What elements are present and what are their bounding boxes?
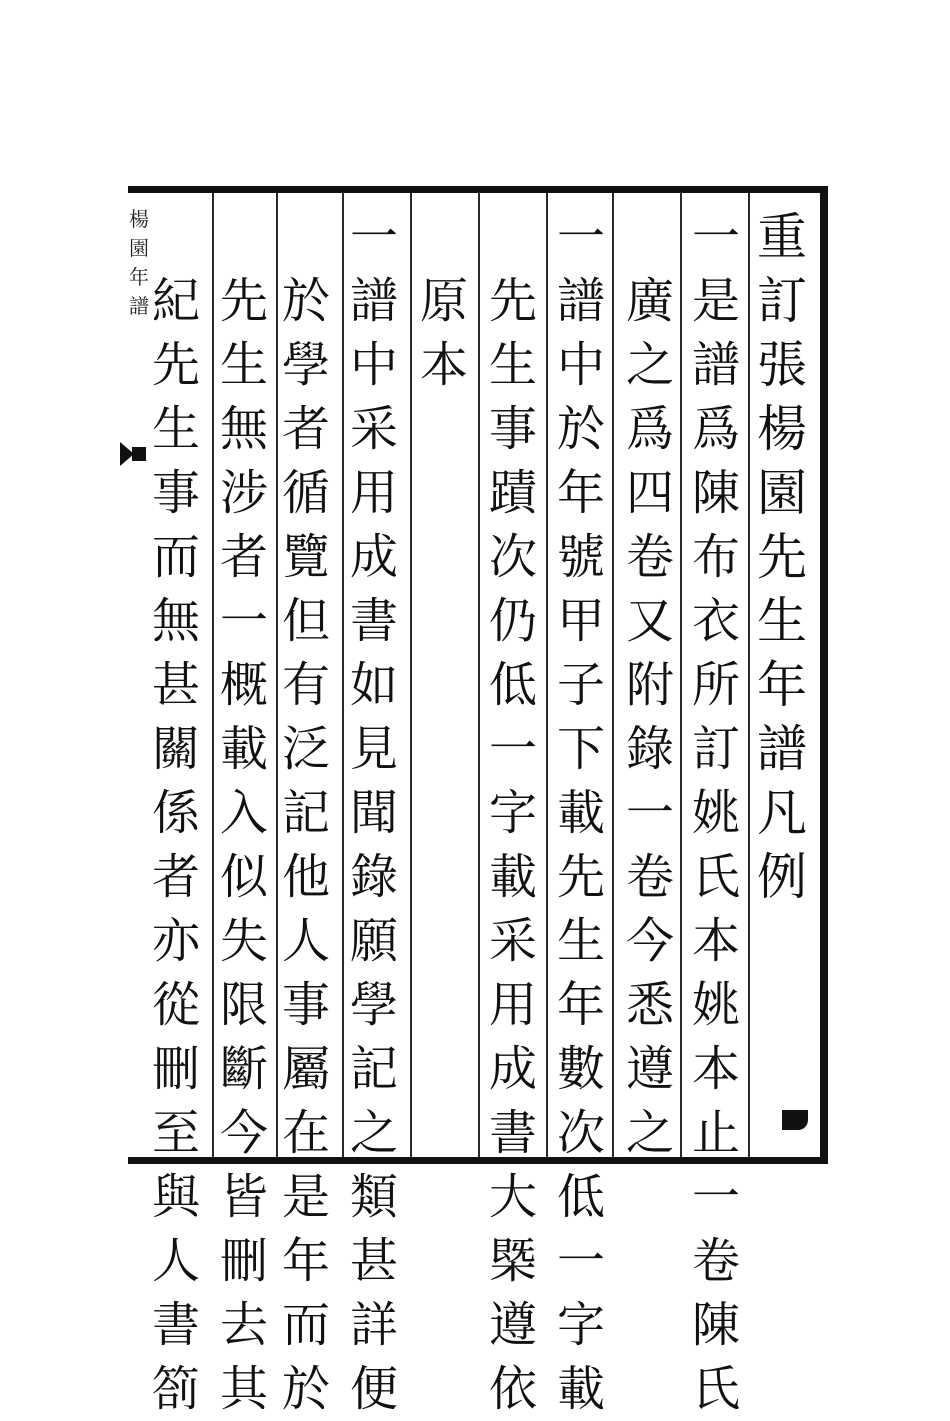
glyph: 聞 (349, 785, 398, 841)
glyph: 關 (151, 721, 200, 777)
glyph: 亦 (151, 913, 200, 969)
glyph: 有 (281, 657, 330, 713)
glyph: 遵 (488, 1297, 537, 1353)
glyph: 載 (556, 785, 605, 841)
glyph: 載 (556, 1361, 605, 1417)
text-column (552, 205, 610, 1421)
glyph: 生 (556, 913, 605, 969)
glyph: 之 (625, 337, 674, 393)
glyph: 遵 (625, 1041, 674, 1097)
glyph: 訂 (691, 721, 740, 777)
glyph: 者 (151, 849, 200, 905)
glyph: 大 (488, 1169, 537, 1225)
glyph: 下 (556, 721, 605, 777)
glyph: 限 (219, 977, 268, 1033)
glyph: 一 (625, 785, 674, 841)
text-column (621, 269, 679, 1165)
glyph: 書 (349, 593, 398, 649)
glyph: 譜 (556, 273, 605, 329)
glyph: 於 (281, 1361, 330, 1417)
glyph: 成 (488, 1041, 537, 1097)
glyph: 今 (625, 913, 674, 969)
text-column (147, 269, 205, 1421)
glyph: 采 (349, 401, 398, 457)
glyph: 張 (757, 336, 807, 394)
glyph: 屬 (281, 1041, 330, 1097)
glyph: 爲 (691, 401, 740, 457)
corner-mark (782, 1110, 808, 1130)
glyph: 但 (281, 593, 330, 649)
glyph: 生 (488, 337, 537, 393)
glyph: 字 (556, 1297, 605, 1353)
glyph: 生 (757, 592, 807, 650)
glyph: 次 (488, 529, 537, 585)
glyph: 例 (757, 848, 807, 906)
glyph: 一 (691, 209, 740, 265)
glyph: 中 (556, 337, 605, 393)
glyph: 泛 (281, 721, 330, 777)
glyph: 載 (488, 849, 537, 905)
column-rule (612, 193, 614, 1157)
glyph: 甚 (151, 657, 200, 713)
glyph: 低 (488, 657, 537, 713)
column-rule (212, 193, 214, 1157)
frame-right-border (820, 186, 828, 1164)
glyph: 事 (281, 977, 330, 1033)
glyph: 年 (556, 465, 605, 521)
glyph: 錄 (625, 721, 674, 777)
glyph: 年 (757, 656, 807, 714)
glyph: 刪 (219, 1233, 268, 1289)
glyph: 中 (349, 337, 398, 393)
glyph: 是 (281, 1169, 330, 1225)
glyph: 一 (488, 721, 537, 777)
glyph: 姚 (691, 785, 740, 841)
glyph: 學 (281, 337, 330, 393)
glyph: 如 (349, 657, 398, 713)
glyph: 次 (556, 1105, 605, 1161)
glyph: 失 (219, 913, 268, 969)
column-rule (478, 193, 480, 1157)
glyph: 今 (219, 1105, 268, 1161)
glyph: 數 (556, 1041, 605, 1097)
glyph: 其 (219, 1361, 268, 1417)
glyph: 甚 (349, 1233, 398, 1289)
glyph: 衣 (691, 593, 740, 649)
glyph: 於 (556, 401, 605, 457)
fore-edge-title: 楊園年譜 (129, 207, 149, 318)
glyph: 蹟 (488, 465, 537, 521)
glyph: 生 (151, 401, 200, 457)
text-column (687, 205, 745, 1421)
fish-tail-mark-block (132, 447, 146, 461)
glyph: 事 (151, 465, 200, 521)
glyph: 楊 (757, 400, 807, 458)
glyph: 四 (625, 465, 674, 521)
glyph: 年 (556, 977, 605, 1033)
glyph: 依 (488, 1361, 537, 1417)
glyph: 原 (419, 273, 468, 329)
text-column (484, 269, 542, 1421)
glyph: 止 (691, 1105, 740, 1161)
glyph: 廣 (625, 273, 674, 329)
glyph: 卷 (625, 529, 674, 585)
glyph: 譜 (349, 273, 398, 329)
glyph: 書 (488, 1105, 537, 1161)
glyph: 係 (151, 785, 200, 841)
glyph: 是 (691, 273, 740, 329)
glyph: 姚 (691, 977, 740, 1033)
glyph: 先 (219, 273, 268, 329)
glyph: 子 (556, 657, 605, 713)
column-rule (748, 193, 750, 1157)
glyph: 願 (349, 913, 398, 969)
glyph: 在 (281, 1105, 330, 1161)
glyph: 用 (349, 465, 398, 521)
glyph: 本 (691, 913, 740, 969)
glyph: 又 (625, 593, 674, 649)
glyph: 之 (625, 1105, 674, 1161)
glyph: 先 (757, 528, 807, 586)
glyph: 一 (691, 1169, 740, 1225)
glyph: 爲 (625, 401, 674, 457)
glyph: 陳 (691, 465, 740, 521)
glyph: 書 (151, 1297, 200, 1353)
glyph: 悉 (625, 977, 674, 1033)
text-column (415, 269, 473, 397)
glyph: 覽 (281, 529, 330, 585)
glyph: 譜 (691, 337, 740, 393)
glyph: 一 (219, 593, 268, 649)
glyph: 去 (219, 1297, 268, 1353)
glyph: 於 (281, 273, 330, 329)
glyph: 紀 (151, 273, 200, 329)
glyph: 而 (151, 529, 200, 585)
glyph: 似 (219, 849, 268, 905)
glyph: 與 (151, 1169, 200, 1225)
glyph: 陳 (691, 1297, 740, 1353)
glyph: 而 (281, 1297, 330, 1353)
glyph: 涉 (219, 465, 268, 521)
glyph: 斷 (219, 1041, 268, 1097)
glyph: 他 (281, 849, 330, 905)
glyph: 無 (151, 593, 200, 649)
glyph: 年 (281, 1233, 330, 1289)
glyph: 見 (349, 721, 398, 777)
glyph: 之 (349, 1105, 398, 1161)
glyph: 刪 (151, 1041, 200, 1097)
glyph: 錄 (349, 849, 398, 905)
glyph: 本 (419, 337, 468, 393)
page-title-column (753, 205, 811, 909)
glyph: 先 (151, 337, 200, 393)
glyph: 字 (488, 785, 537, 841)
column-rule (680, 193, 682, 1157)
glyph: 仍 (488, 593, 537, 649)
glyph: 用 (488, 977, 537, 1033)
glyph: 附 (625, 657, 674, 713)
glyph: 從 (151, 977, 200, 1033)
glyph: 概 (219, 657, 268, 713)
glyph: 本 (691, 1041, 740, 1097)
glyph: 記 (281, 785, 330, 841)
text-column (215, 269, 273, 1421)
glyph: 學 (349, 977, 398, 1033)
column-rule (342, 193, 344, 1157)
glyph: 低 (556, 1169, 605, 1225)
glyph: 氏 (691, 849, 740, 905)
glyph: 者 (281, 401, 330, 457)
glyph: 記 (349, 1041, 398, 1097)
glyph: 者 (219, 529, 268, 585)
text-column (277, 269, 335, 1421)
glyph: 成 (349, 529, 398, 585)
column-rule (410, 193, 412, 1157)
glyph: 無 (219, 401, 268, 457)
glyph: 所 (691, 657, 740, 713)
frame-top-border (128, 186, 828, 193)
glyph: 先 (556, 849, 605, 905)
glyph: 箚 (151, 1361, 200, 1417)
glyph: 至 (151, 1105, 200, 1161)
glyph: 入 (219, 785, 268, 841)
glyph: 氏 (691, 1361, 740, 1417)
text-column (345, 205, 403, 1421)
glyph: 凡 (757, 784, 807, 842)
glyph: 譜 (757, 720, 807, 778)
glyph: 布 (691, 529, 740, 585)
glyph: 人 (151, 1233, 200, 1289)
glyph: 采 (488, 913, 537, 969)
glyph: 卷 (625, 849, 674, 905)
glyph: 甲 (556, 593, 605, 649)
glyph: 便 (349, 1361, 398, 1417)
glyph: 先 (488, 273, 537, 329)
glyph: 事 (488, 401, 537, 457)
glyph: 一 (556, 209, 605, 265)
glyph: 詳 (349, 1297, 398, 1353)
glyph: 園 (757, 464, 807, 522)
glyph: 卷 (691, 1233, 740, 1289)
glyph: 重 (757, 208, 807, 266)
glyph: 載 (219, 721, 268, 777)
glyph: 皆 (219, 1169, 268, 1225)
glyph: 循 (281, 465, 330, 521)
glyph: 訂 (757, 272, 807, 330)
glyph: 一 (349, 209, 398, 265)
glyph: 生 (219, 337, 268, 393)
column-rule (546, 193, 548, 1157)
glyph: 類 (349, 1169, 398, 1225)
glyph: 號 (556, 529, 605, 585)
glyph: 人 (281, 913, 330, 969)
glyph: 一 (556, 1233, 605, 1289)
glyph: 槩 (488, 1233, 537, 1289)
